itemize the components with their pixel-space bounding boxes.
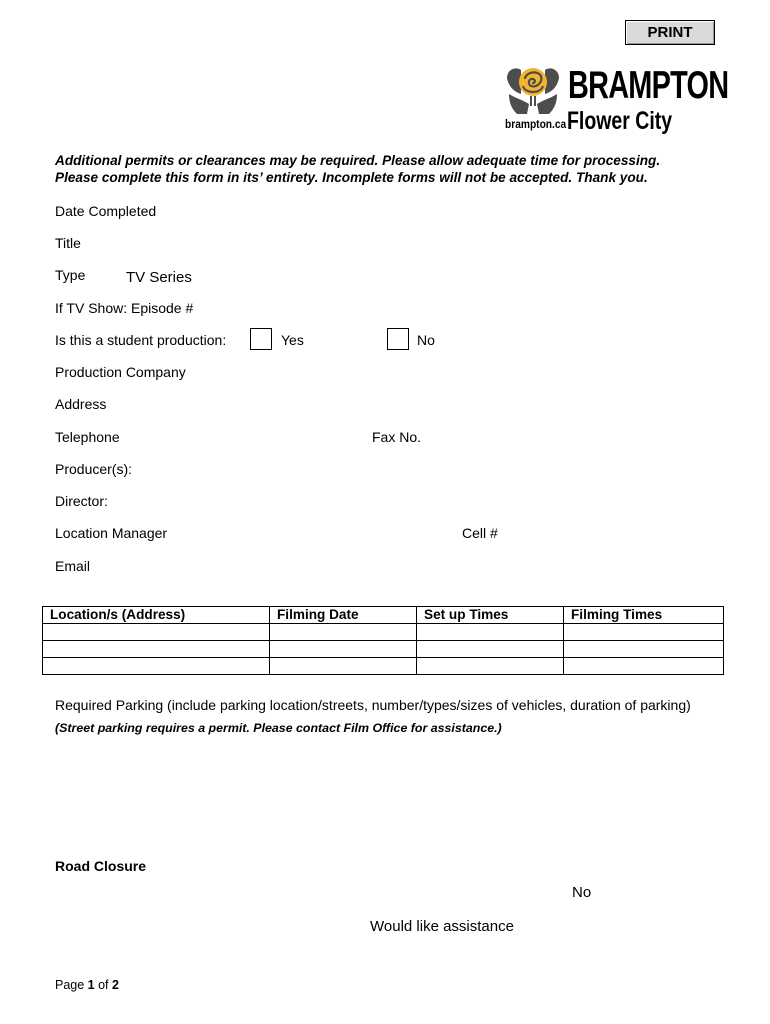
header-filming-date: Filming Date [270, 607, 417, 624]
student-yes-label: Yes [281, 332, 304, 348]
telephone-label: Telephone [55, 429, 120, 445]
table-cell[interactable] [564, 624, 724, 641]
fax-label: Fax No. [372, 429, 422, 445]
brampton-logo [505, 64, 729, 140]
table-cell[interactable] [270, 624, 417, 641]
page-label: Page [55, 978, 88, 992]
table-row [43, 658, 724, 675]
logo-website: brampton.ca [505, 117, 567, 131]
table-cell[interactable] [43, 624, 270, 641]
title-label: Title [55, 235, 81, 251]
table-cell[interactable] [564, 641, 724, 658]
type-label: Type [55, 267, 86, 283]
instructions-notice [55, 152, 745, 186]
cell-label: Cell # [462, 525, 498, 541]
date-completed-label: Date Completed [55, 203, 157, 219]
table-header-row [43, 607, 724, 624]
page-of: of [94, 978, 112, 992]
table-cell[interactable] [270, 641, 417, 658]
type-value[interactable]: TV Series [126, 269, 192, 286]
parking-note: (Street parking requires a permit. Please contact Film Office for assistance.) [55, 721, 502, 735]
logo-tagline: Flower City [567, 107, 673, 135]
director-label: Director: [55, 493, 108, 509]
table-cell[interactable] [417, 641, 564, 658]
locations-table [42, 606, 724, 675]
production-company-label: Production Company [55, 364, 186, 380]
table-row [43, 624, 724, 641]
table-row [43, 641, 724, 658]
assistance-value[interactable]: Would like assistance [370, 918, 514, 935]
notice-line-1: Additional permits or clearances may be required. Please allow adequate time for processing. [55, 153, 661, 168]
header-setup-times: Set up Times [417, 607, 564, 624]
parking-label: Required Parking (include parking location/streets, number/types/sizes of vehicles, duration of parking) [55, 697, 691, 713]
table-cell[interactable] [43, 658, 270, 675]
producers-label: Producer(s): [55, 461, 133, 477]
road-closure-label: Road Closure [55, 858, 147, 874]
road-closure-value[interactable]: No [572, 884, 592, 901]
student-yes-checkbox[interactable] [250, 328, 272, 350]
location-manager-label: Location Manager [55, 525, 168, 541]
header-filming-times: Filming Times [564, 607, 724, 624]
notice-line-2: Please complete this form in its’ entirety. Incomplete forms will not be accepted. Thank you. [55, 170, 648, 185]
flower-emblem-icon [505, 64, 561, 114]
email-label: Email [55, 558, 91, 574]
header-location: Location/s (Address) [43, 607, 270, 624]
logo-wordmark: BRAMPTON [568, 64, 729, 107]
student-production-label: Is this a student production: [55, 332, 227, 348]
page-number [55, 978, 119, 992]
address-label: Address [55, 396, 107, 412]
table-cell[interactable] [43, 641, 270, 658]
student-no-checkbox[interactable] [387, 328, 409, 350]
episode-label: If TV Show: Episode # [55, 300, 194, 316]
table-cell[interactable] [417, 624, 564, 641]
table-cell[interactable] [270, 658, 417, 675]
table-cell[interactable] [417, 658, 564, 675]
print-button[interactable]: PRINT [625, 20, 715, 45]
page-total: 2 [112, 978, 119, 992]
table-cell[interactable] [564, 658, 724, 675]
student-no-label: No [417, 332, 435, 348]
page-current: 1 [87, 978, 95, 992]
